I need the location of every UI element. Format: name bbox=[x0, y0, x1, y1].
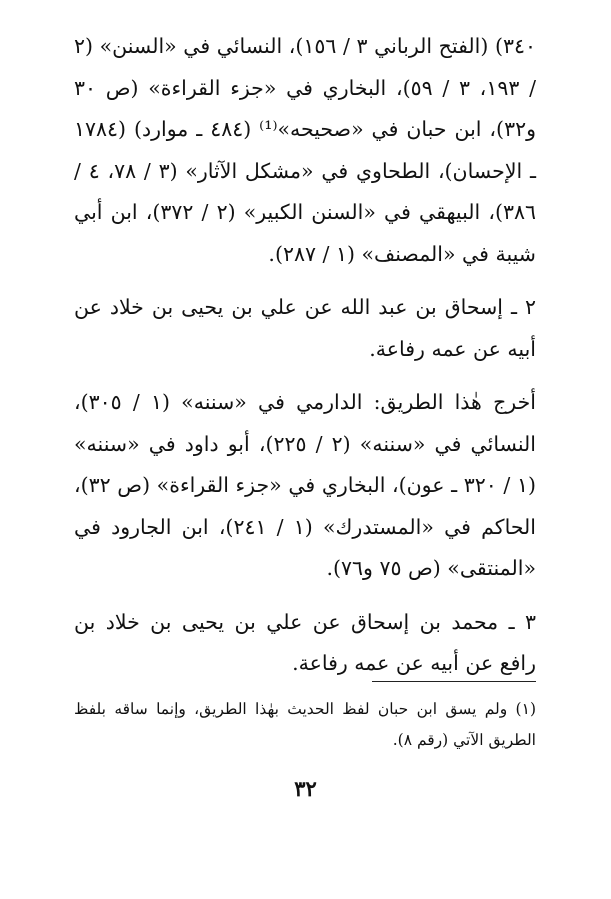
footnote-divider bbox=[372, 681, 536, 682]
main-text bbox=[74, 26, 536, 697]
paragraph-3: أخرج هٰذا الطريق: الدارمي في «سننه» (١ / ٣٠٥)، النسائي في «سننه» (٢ / ٢٢٥)، أبو داود في «سننه» (١ / ٣٢٠ ـ عون)، البخاري في «جزء القراءة» (ص ٣٢)، الحاكم في «المستدرك» (١ / ٢٤١)، ابن الجارود في «المنتقى» (ص ٧٥ و٧٦). bbox=[74, 390, 536, 580]
paragraph-2: ٢ ـ إسحاق بن عبد الله عن علي بن يحيى بن خلاد عن أبيه عن عمه رفاعة. bbox=[74, 295, 536, 361]
footnote-text: (١) ولم يسق ابن حبان لفظ الحديث بهٰذا الطريق، وإنما ساقه بلفظ الطريق الآتي (رقم ٨). bbox=[74, 700, 536, 749]
paragraph-4: ٣ ـ محمد بن إسحاق عن علي بن يحيى بن خلاد بن رافع عن أبيه عن عمه رفاعة. bbox=[74, 609, 536, 675]
page-number: ٣٢ bbox=[294, 776, 317, 801]
paragraph-1: ٣٤٠) (الفتح الرباني ٣ / ١٥٦)، النسائي في «السنن» (٢ / ١٩٣، ٣ / ٥٩)، البخاري في «جزء القراءة» (ص ٣٠ و٣٢)، ابن حبان في «صحيحه»⁽¹⁾ (٤٨٤ ـ موارد) (١٧٨٤ ـ الإحسان)، الطحاوي في «مشكل الآثار» (٣ / ٧٨، ٤ / ٣٨٦)، البيهقي في «السنن الكبير» (٢ / ٣٧٢)، ابن أبي شيبة في «المصنف» (١ / ٢٨٧). bbox=[74, 34, 536, 266]
footnote bbox=[74, 694, 536, 756]
